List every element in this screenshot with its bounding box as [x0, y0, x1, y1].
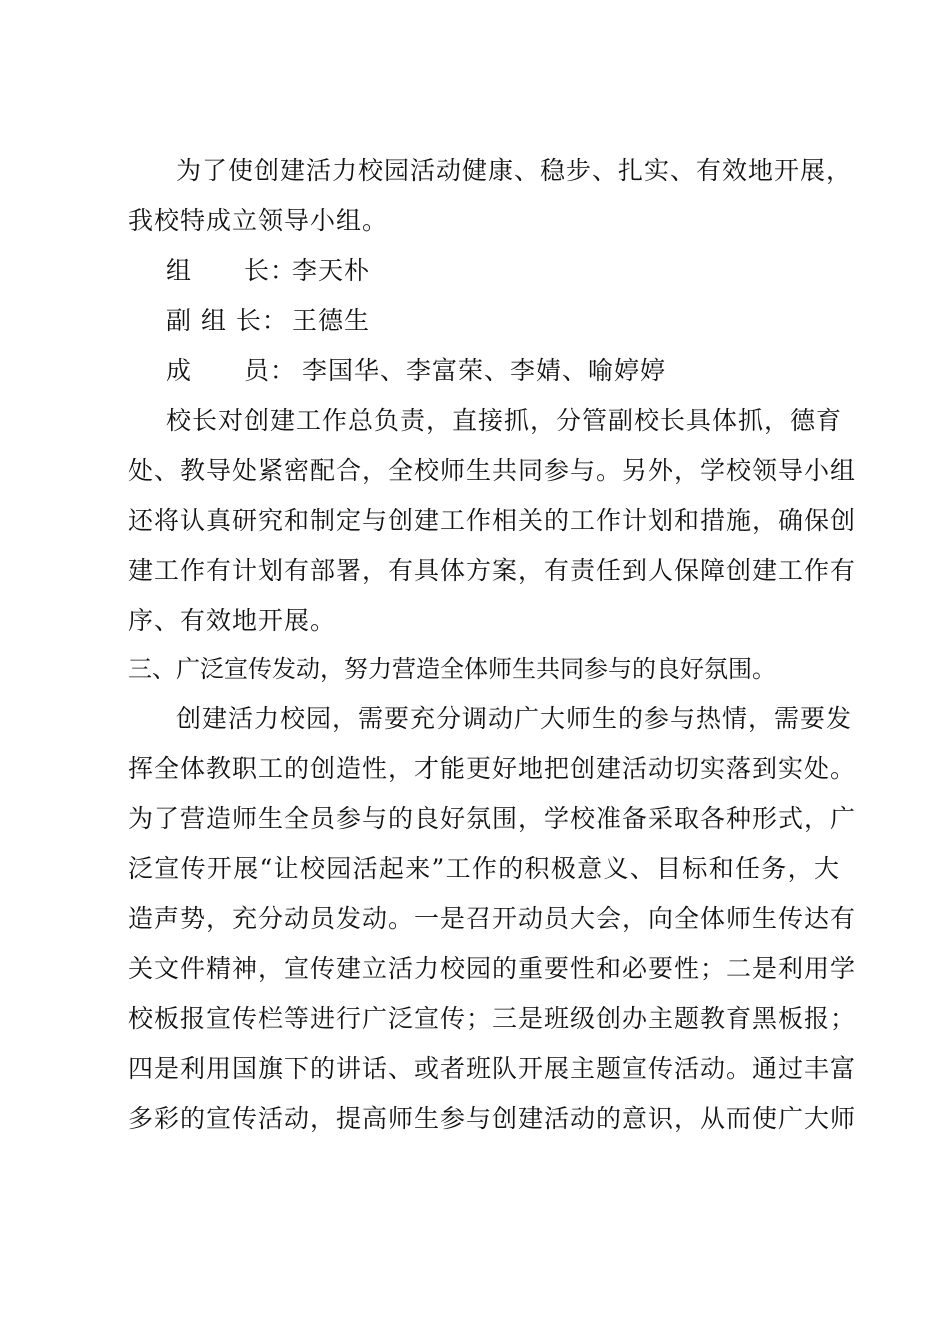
role-deputy-leader-name: 王德生 — [292, 306, 371, 335]
paragraph-2-line-4: 建工作有计划有部署，有具体方案，有责任到人保障创建工作有 — [128, 556, 857, 585]
paragraph-2-line-5: 序、有效地开展。 — [128, 606, 337, 635]
paragraph-2-line-1: 校长对创建工作总负责，直接抓，分管副校长具体抓，德育 — [166, 406, 843, 435]
role-deputy-leader — [166, 304, 370, 338]
paragraph-1-line-1: 为了使创建活力校园活动健康、稳步、扎实、有效地开展， — [176, 156, 853, 185]
paragraph-3-line-9: 多彩的宣传活动，提高师生参与创建活动的意识，从而使广大师 — [128, 1104, 857, 1133]
paragraph-3-line-8: 四是利用国旗下的讲话、或者班队开展主题宣传活动。通过丰富 — [128, 1054, 857, 1083]
role-members-label: 成 员： — [166, 356, 297, 385]
role-deputy-leader-label: 副 组 长： — [166, 306, 288, 335]
role-leader-name: 李天朴 — [292, 256, 371, 285]
section-3-heading: 三、广泛宣传发动，努力营造全体师生共同参与的良好氛围。 — [128, 655, 776, 683]
paragraph-3-line-2: 挥全体教职工的创造性，才能更好地把创建活动切实落到实处。 — [128, 754, 857, 783]
paragraph-2-line-3: 还将认真研究和制定与创建工作相关的工作计划和措施，确保创 — [128, 506, 857, 535]
paragraph-3-line-5: 造声势，充分动员发动。一是召开动员大会，向全体师生传达有 — [128, 904, 857, 933]
role-leader — [166, 254, 370, 288]
paragraph-3-line-4: 泛宣传开展“让校园活起来”工作的积极意义、目标和任务，大 — [128, 854, 840, 883]
paragraph-3-line-1: 创建活力校园，需要充分调动广大师生的参与热情，需要发 — [176, 704, 853, 733]
paragraph-2-line-2: 处、教导处紧密配合，全校师生共同参与。另外，学校领导小组 — [128, 456, 857, 485]
role-members — [166, 354, 666, 388]
paragraph-1-line-2: 我校特成立领导小组。 — [128, 206, 389, 235]
role-members-names: 李国华、李富荣、李婧、喻婷婷 — [302, 356, 667, 385]
paragraph-3-line-6: 关文件精神，宣传建立活力校园的重要性和必要性；二是利用学 — [128, 954, 857, 983]
paragraph-3-line-7: 校板报宣传栏等进行广泛宣传；三是班级创办主题教育黑板报； — [128, 1004, 857, 1033]
role-leader-label: 组 长： — [166, 256, 297, 285]
paragraph-3-line-3: 为了营造师生全员参与的良好氛围，学校准备采取各种形式，广 — [128, 804, 857, 833]
